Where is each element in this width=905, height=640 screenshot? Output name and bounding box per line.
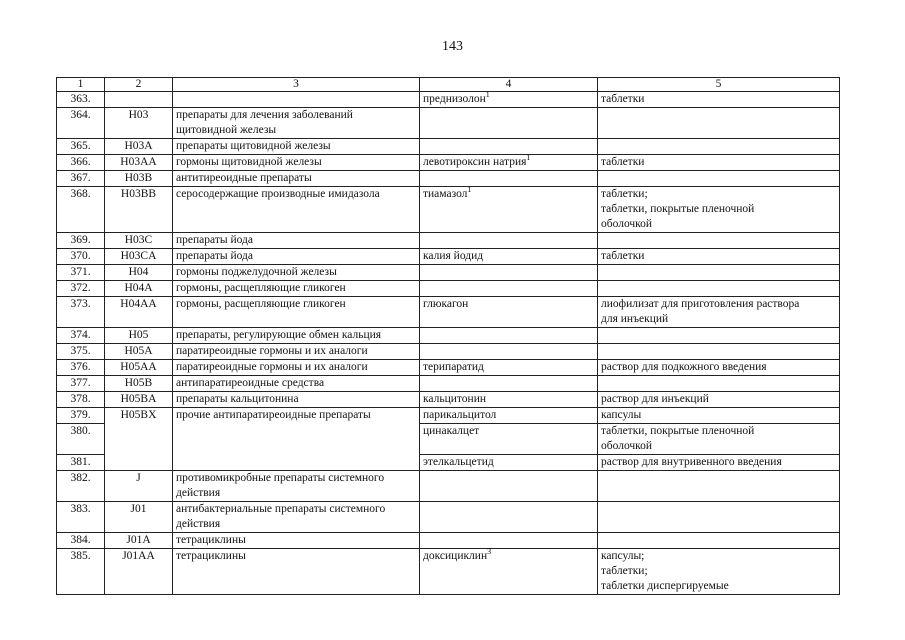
drug-name <box>420 392 598 408</box>
atc-code: H05BA <box>105 392 173 408</box>
row-number: 367. <box>57 171 105 187</box>
row-number: 371. <box>57 265 105 281</box>
drug-name <box>420 139 598 155</box>
table-row <box>57 233 840 249</box>
table-body <box>57 92 840 595</box>
drug-name <box>420 92 598 108</box>
table-row <box>57 187 840 233</box>
drug-name <box>420 471 598 502</box>
dosage-form <box>598 233 840 249</box>
dosage-form <box>598 376 840 392</box>
row-number: 376. <box>57 360 105 376</box>
dosage-form <box>598 471 840 502</box>
footnote-marker: 1 <box>485 90 490 100</box>
row-number: 383. <box>57 502 105 533</box>
atc-code: J01A <box>105 533 173 549</box>
row-number: 370. <box>57 249 105 265</box>
drug-name <box>420 297 598 328</box>
drug-name <box>420 249 598 265</box>
row-number: 369. <box>57 233 105 249</box>
drug-name <box>420 233 598 249</box>
table-row <box>57 155 840 171</box>
drug-name <box>420 328 598 344</box>
atc-code: J <box>105 471 173 502</box>
atc-group: препараты йода <box>173 233 420 249</box>
atc-group <box>173 92 420 108</box>
dosage-form: раствор для внутривенного введения <box>598 455 840 471</box>
row-number: 382. <box>57 471 105 502</box>
dosage-form <box>598 108 840 139</box>
dosage-form <box>598 265 840 281</box>
table-row <box>57 92 840 108</box>
row-number: 374. <box>57 328 105 344</box>
atc-code: H05 <box>105 328 173 344</box>
row-number: 384. <box>57 533 105 549</box>
page-number: 143 <box>442 39 463 54</box>
dosage-form <box>598 171 840 187</box>
atc-code: H03 <box>105 108 173 139</box>
row-number: 380. <box>57 424 105 455</box>
atc-code: H04 <box>105 265 173 281</box>
atc-group: паратиреоидные гормоны и их аналоги <box>173 360 420 376</box>
table-row <box>57 471 840 502</box>
atc-code: H05AA <box>105 360 173 376</box>
table-row <box>57 108 840 139</box>
atc-group: гормоны поджелудочной железы <box>173 265 420 281</box>
row-number: 372. <box>57 281 105 297</box>
atc-code: H03AA <box>105 155 173 171</box>
drug-name <box>420 281 598 297</box>
row-number: 385. <box>57 549 105 595</box>
dosage-form: раствор для инъекций <box>598 392 840 408</box>
footnote-marker: 1 <box>526 153 531 163</box>
drug-name <box>420 502 598 533</box>
table-row <box>57 533 840 549</box>
row-number: 378. <box>57 392 105 408</box>
table-row <box>57 139 840 155</box>
atc-code <box>105 92 173 108</box>
table-row <box>57 297 840 328</box>
table-row <box>57 265 840 281</box>
drug-table <box>56 77 840 595</box>
dosage-form: таблетки <box>598 92 840 108</box>
atc-group: гормоны, расщепляющие гликоген <box>173 297 420 328</box>
drug-name-text: глюкагон <box>423 298 469 310</box>
atc-code: H04AA <box>105 297 173 328</box>
drug-name <box>420 108 598 139</box>
atc-code: J01 <box>105 502 173 533</box>
drug-name <box>420 533 598 549</box>
atc-group: серосодержащие производные имидазола <box>173 187 420 233</box>
table-row <box>57 502 840 533</box>
footnote-marker: 1 <box>467 185 472 195</box>
dosage-form: капсулы <box>598 408 840 424</box>
column-header: 1 <box>57 78 105 92</box>
table-row <box>57 249 840 265</box>
drug-name-text: кальцитонин <box>423 393 486 405</box>
dosage-form: таблетки; таблетки, покрытые пленочной оболочкой <box>598 187 840 233</box>
atc-group: антипаратиреоидные средства <box>173 376 420 392</box>
column-header: 3 <box>173 78 420 92</box>
atc-group: прочие антипаратиреоидные препараты <box>173 408 420 471</box>
atc-group: гормоны, расщепляющие гликоген <box>173 281 420 297</box>
atc-group: препараты щитовидной железы <box>173 139 420 155</box>
drug-name <box>420 408 598 424</box>
drug-name-text: калия йодид <box>423 250 484 262</box>
atc-group: препараты, регулирующие обмен кальция <box>173 328 420 344</box>
row-number: 365. <box>57 139 105 155</box>
table-row <box>57 344 840 360</box>
table-row <box>57 392 840 408</box>
atc-group: антибактериальные препараты системного действия <box>173 502 420 533</box>
atc-code: H05BX <box>105 408 173 471</box>
drug-name <box>420 376 598 392</box>
atc-code: H03A <box>105 139 173 155</box>
dosage-form: капсулы; таблетки; таблетки диспергируемые <box>598 549 840 595</box>
dosage-form <box>598 328 840 344</box>
drug-name <box>420 187 598 233</box>
column-header: 5 <box>598 78 840 92</box>
drug-name <box>420 549 598 595</box>
atc-group: противомикробные препараты системного действия <box>173 471 420 502</box>
row-number: 375. <box>57 344 105 360</box>
table-row <box>57 360 840 376</box>
drug-name-text: левотироксин натрия <box>423 156 527 168</box>
atc-code: H05B <box>105 376 173 392</box>
dosage-form: лиофилизат для приготовления раствора для инъекций <box>598 297 840 328</box>
table-row <box>57 408 840 424</box>
atc-code: H04A <box>105 281 173 297</box>
row-number: 364. <box>57 108 105 139</box>
drug-name <box>420 344 598 360</box>
atc-code: H03CA <box>105 249 173 265</box>
dosage-form: таблетки <box>598 249 840 265</box>
atc-group: препараты кальцитонина <box>173 392 420 408</box>
row-number: 373. <box>57 297 105 328</box>
table-row <box>57 171 840 187</box>
row-number: 381. <box>57 455 105 471</box>
row-number: 377. <box>57 376 105 392</box>
atc-group: препараты йода <box>173 249 420 265</box>
atc-group: тетрациклины <box>173 549 420 595</box>
atc-group: антитиреоидные препараты <box>173 171 420 187</box>
dosage-form <box>598 281 840 297</box>
drug-name-text: этелкальцетид <box>423 456 494 468</box>
row-number: 366. <box>57 155 105 171</box>
dosage-form <box>598 533 840 549</box>
drug-name <box>420 265 598 281</box>
atc-code: H05A <box>105 344 173 360</box>
drug-name <box>420 171 598 187</box>
atc-code: H03C <box>105 233 173 249</box>
drug-name-text: преднизолон <box>423 93 486 105</box>
drug-name <box>420 155 598 171</box>
dosage-form <box>598 344 840 360</box>
drug-name <box>420 360 598 376</box>
row-number: 368. <box>57 187 105 233</box>
drug-name <box>420 424 598 455</box>
atc-code: H03B <box>105 171 173 187</box>
column-header-row <box>57 78 840 92</box>
drug-name-text: цинакалцет <box>423 425 480 437</box>
atc-code: H03BB <box>105 187 173 233</box>
row-number: 379. <box>57 408 105 424</box>
drug-name-text: терипаратид <box>423 361 484 373</box>
atc-group: гормоны щитовидной железы <box>173 155 420 171</box>
atc-group: паратиреоидные гормоны и их аналоги <box>173 344 420 360</box>
dosage-form: раствор для подкожного введения <box>598 360 840 376</box>
drug-name-text: доксициклин <box>423 550 488 562</box>
drug-name-text: тиамазол <box>423 188 468 200</box>
table-row <box>57 549 840 595</box>
atc-group: тетрациклины <box>173 533 420 549</box>
dosage-form: таблетки <box>598 155 840 171</box>
drug-name-text: парикальцитол <box>423 409 497 421</box>
row-number: 363. <box>57 92 105 108</box>
column-header: 2 <box>105 78 173 92</box>
atc-code: J01AA <box>105 549 173 595</box>
table-row <box>57 328 840 344</box>
dosage-form: таблетки, покрытые пленочной оболочкой <box>598 424 840 455</box>
column-header: 4 <box>420 78 598 92</box>
dosage-form <box>598 502 840 533</box>
table-row <box>57 281 840 297</box>
drug-name <box>420 455 598 471</box>
table-row <box>57 376 840 392</box>
atc-group: препараты для лечения заболеваний щитовидной железы <box>173 108 420 139</box>
dosage-form <box>598 139 840 155</box>
footnote-marker: 3 <box>487 547 492 557</box>
